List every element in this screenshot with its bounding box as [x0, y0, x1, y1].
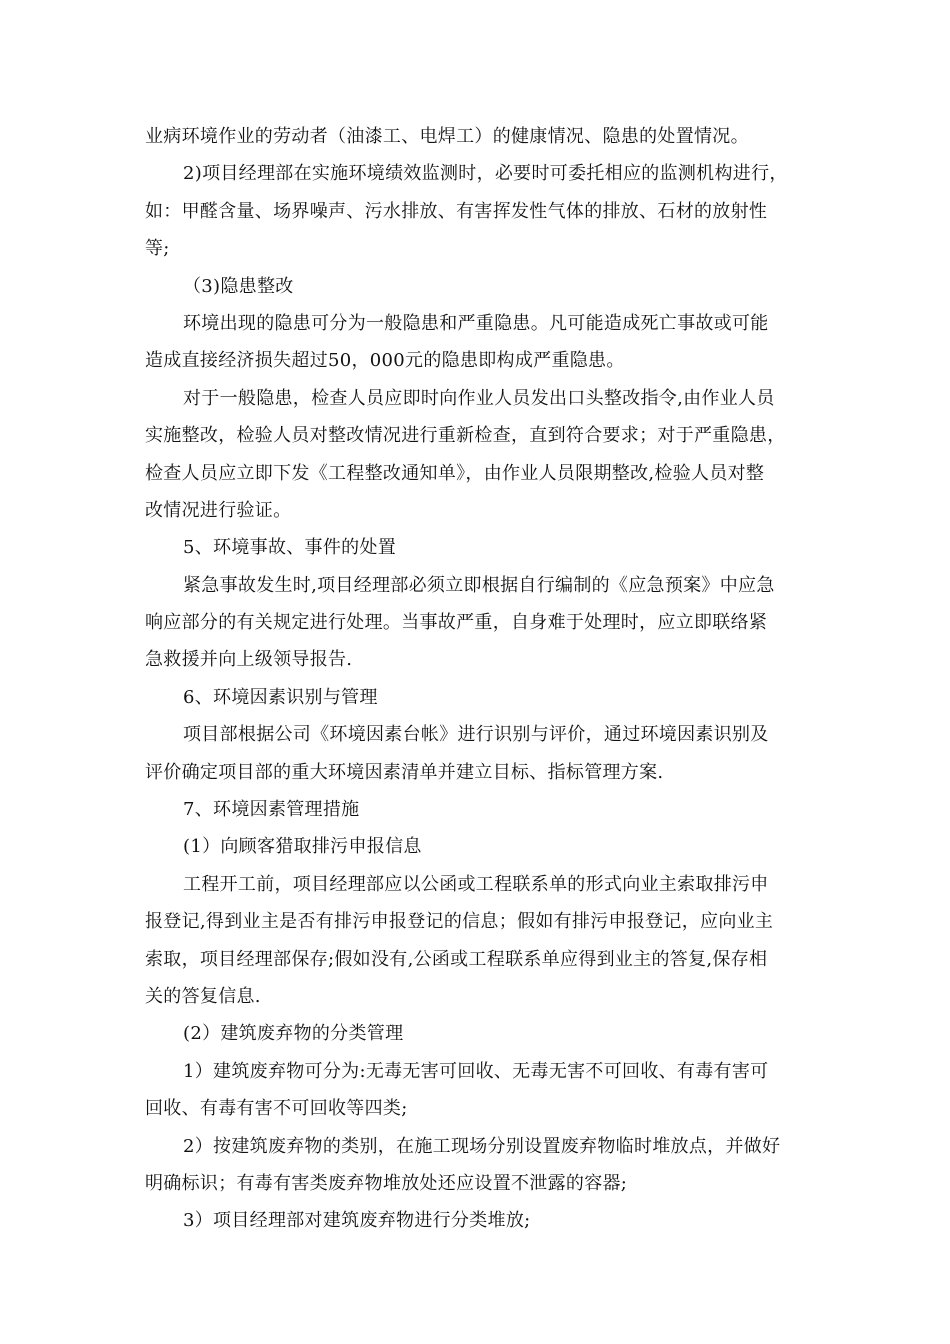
- text-line: 紧急事故发生时,项目经理部必须立即根据自行编制的《应急预案》中应急: [183, 574, 775, 596]
- text-line: 报登记,得到业主是否有排污申报登记的信息；假如有排污申报登记，应向业主: [145, 911, 774, 933]
- text-line: 2)项目经理部在实施环境绩效监测时，必要时可委托相应的监测机构进行，: [183, 163, 788, 185]
- text-line: (2）建筑废弃物的分类管理: [183, 1023, 404, 1045]
- text-line: 环境出现的隐患可分为一般隐患和严重隐患。凡可能造成死亡事故或可能: [183, 312, 769, 334]
- text-line: 7、环境因素管理措施: [183, 799, 360, 821]
- text-line: 业病环境作业的劳动者（油漆工、电焊工）的健康情况、隐患的处置情况。: [145, 126, 749, 147]
- text-line: 2）按建筑废弃物的类别，在施工现场分别设置废弃物临时堆放点，并做好: [183, 1135, 781, 1157]
- text-line: 响应部分的有关规定进行处理。当事故严重，自身难于处理时，应立即联络紧: [145, 612, 768, 634]
- text-line: 5、环境事故、事件的处置: [183, 537, 397, 559]
- text-line: 实施整改，检验人员对整改情况进行重新检查，直到符合要求；对于严重隐患，: [145, 425, 786, 447]
- text-line: 索取，项目经理部保存;假如没有,公函或工程联系单应得到业主的答复,保存相: [145, 948, 768, 970]
- text-line: （3)隐患整改: [183, 275, 294, 297]
- text-line: 项目部根据公司《环境因素台帐》进行识别与评价，通过环境因素识别及: [183, 724, 769, 746]
- text-line: 工程开工前，项目经理部应以公函或工程联系单的形式向业主索取排污申: [183, 873, 769, 895]
- text-line: 检查人员应立即下发《工程整改通知单》，由作业人员限期整改,检验人员对整: [145, 462, 765, 484]
- text-line: 造成直接经济损失超过50，000元的隐患即构成严重隐患。: [145, 350, 625, 372]
- text-line: 关的答复信息.: [145, 985, 261, 1007]
- text-line: 评价确定项目部的重大环境因素清单并建立目标、指标管理方案.: [145, 761, 664, 783]
- text-line: 急救援并向上级领导报告.: [145, 649, 353, 671]
- text-line: 对于一般隐患，检查人员应即时向作业人员发出口头整改指令,由作业人员: [183, 387, 775, 409]
- text-line: 改情况进行验证。: [145, 499, 292, 521]
- text-line: 如：甲醛含量、场界噪声、污水排放、有害挥发性气体的排放、石材的放射性: [145, 200, 768, 222]
- text-line: 3）项目经理部对建筑废弃物进行分类堆放;: [183, 1210, 531, 1232]
- text-line: (1）向顾客猎取排污申报信息: [183, 836, 422, 858]
- text-line: 明确标识；有毒有害类废弃物堆放处还应设置不泄露的容器;: [145, 1172, 628, 1194]
- text-line: 回收、有毒有害不可回收等四类;: [145, 1098, 408, 1120]
- text-line: 6、环境因素识别与管理: [183, 686, 378, 708]
- text-line: 等;: [145, 238, 170, 260]
- document-body: [145, 118, 815, 1240]
- text-line: 1）建筑废弃物可分为:无毒无害可回收、无毒无害不可回收、有毒有害可: [183, 1060, 769, 1082]
